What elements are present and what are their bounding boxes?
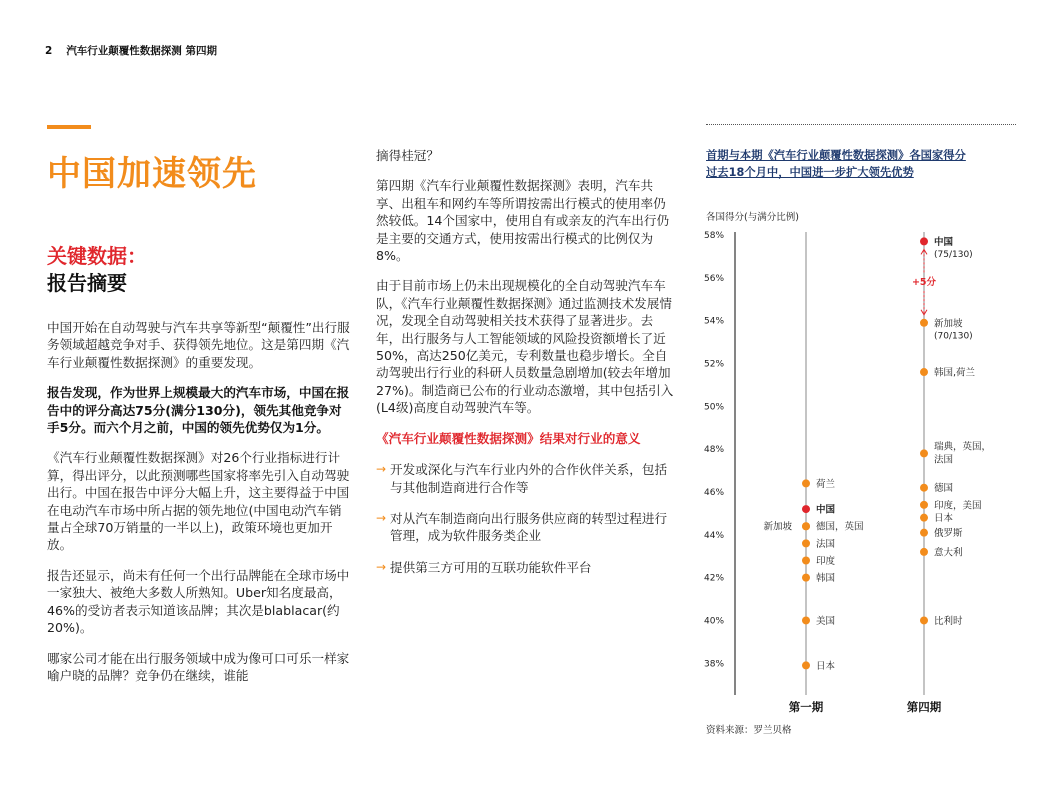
bullet-item (376, 559, 678, 576)
data-point (920, 529, 928, 537)
page-number: 2 (45, 45, 53, 57)
source-note: 资料来源：罗兰贝格 (706, 725, 792, 736)
point-label: 德国，英国 (816, 521, 864, 533)
data-point (920, 501, 928, 509)
data-point (920, 449, 928, 457)
point-label: 日本 (934, 513, 954, 525)
bullet-text: 开发或深化与汽车行业内外的合作伙伴关系，包括与其他制造商进行合作等 (390, 462, 668, 495)
data-point (802, 522, 810, 530)
point-label: 俄罗斯 (934, 528, 963, 540)
bullet-item (376, 510, 678, 545)
point-label: 法国 (934, 454, 954, 466)
section-heading (47, 243, 147, 297)
y-tick-label: 48% (704, 445, 725, 456)
page-header (45, 43, 217, 58)
point-label: 法国 (816, 538, 836, 550)
data-point (920, 319, 928, 327)
arrow-icon: → (376, 559, 387, 574)
text-column-1 (47, 319, 353, 697)
chart-title-line1: 首期与本期《汽车行业颠覆性数据探测》各国家得分 (706, 149, 966, 162)
paragraph: 第四期《汽车行业颠覆性数据探测》表明，汽车共享、出租车和网约车等所谓按需出行模式的使用率仍然较低。14个国家中，使用自有或亲友的汽车出行仍是主要的交通方式，使用按需出行模式的比例仅为8%。 (376, 178, 670, 264)
paragraph: 《汽车行业颠覆性数据探测》对26个行业指标进行计算，得出评分，以此预测哪些国家将率先引入自动驾驶出行。中国在报告中评分大幅上升，这主要得益于中国在电动汽车市场中所占据的领先地位(中国电动汽车销量占全球70万销量的一半以上)，政策环境也更加开放。 (47, 450, 350, 553)
bullet-text: 对从汽车制造商向出行服务供应商的转型过程进行管理，成为软件服务类企业 (390, 510, 668, 544)
data-point (920, 616, 928, 624)
data-point (920, 484, 928, 492)
data-point (920, 514, 928, 522)
x-label-fourth: 第四期 (906, 700, 942, 714)
text-column-2 (376, 147, 678, 590)
point-label: 印度，美国 (934, 500, 982, 512)
point-label: 瑞典，英国， (934, 441, 992, 453)
x-label-first: 第一期 (788, 700, 824, 714)
report-title: 汽车行业颠覆性数据探测 第四期 (66, 45, 217, 57)
paragraph: 摘得桂冠？ (376, 148, 439, 163)
bullet-item (376, 461, 678, 496)
point-label: 印度 (816, 556, 836, 568)
point-sublabel: (70/130) (934, 331, 973, 342)
section-heading-line2: 报告摘要 (47, 271, 127, 295)
paragraph: 报告还显示，尚未有任何一个出行品牌能在全球市场中一家独大、被绝大多数人所熟知。Uber知名度最高，46%的受访者表示知道该品牌；其次是blablacar(约20%)。 (47, 567, 350, 636)
dotted-divider (706, 124, 1016, 125)
data-point (802, 539, 810, 547)
bullet-text: 提供第三方可用的互联功能软件平台 (390, 559, 592, 575)
data-point (802, 616, 810, 624)
page-title: 中国加速领先 (47, 154, 257, 194)
data-point (802, 557, 810, 565)
point-label: 韩国 (816, 573, 836, 585)
arrow-icon: → (376, 462, 387, 477)
annotation-label: +5分 (911, 277, 937, 289)
point-sublabel: (75/130) (934, 249, 973, 260)
point-label: 意大利 (934, 547, 963, 559)
point-label: 美国 (816, 615, 836, 627)
data-point (802, 661, 810, 669)
data-point (802, 479, 810, 487)
y-tick-label: 46% (704, 487, 725, 498)
data-point (920, 368, 928, 376)
point-label: 新加坡 (763, 521, 792, 533)
point-label: 德国 (934, 483, 954, 495)
point-label: 比利时 (934, 615, 963, 627)
point-label: 新加坡 (934, 318, 963, 330)
data-point (802, 574, 810, 582)
y-tick-label: 42% (704, 573, 725, 584)
data-point (802, 505, 810, 513)
y-axis-label: 各国得分(与满分比例) (706, 212, 799, 223)
paragraph-bold: 报告发现，作为世界上规模最大的汽车市场，中国在报告中的评分高达75分(满分130分)，领先其他竞争对手5分。而六个月之前，中国的领先优势仅为1分。 (47, 385, 350, 436)
y-tick-label: 50% (704, 402, 725, 413)
y-tick-label: 52% (704, 359, 725, 370)
section-heading-line1: 关键数据： (47, 244, 147, 268)
point-label: 韩国,荷兰 (934, 367, 976, 379)
point-label: 荷兰 (816, 478, 836, 490)
paragraph: 由于目前市场上仍未出现规模化的全自动驾驶汽车车队，《汽车行业颠覆性数据探测》通过监测技术发展情况，发现全自动驾驶相关技术获得了显著进步。去年，出行服务与人工智能领域的风险投资额增长了近50%，高达250亿美元，专利数量也稳步增长。全自动驾驶出行行业的科研人员数量急剧增加(较去年增加27%)。制造商已公布的行业动态激增，其中包括引入(L4级)高度自动驾驶汽车等。 (376, 278, 674, 416)
subsection-title: 《汽车行业颠覆性数据探测》结果对行业的意义 (376, 430, 641, 446)
point-label: 中国 (816, 504, 836, 516)
data-point (920, 237, 928, 245)
arrow-icon: → (376, 510, 387, 525)
paragraph: 中国开始在自动驾驶与汽车共享等新型“颠覆性”出行服务领域超越竞争对手、获得领先地位。这是第四期《汽车行业颠覆性数据探测》的重要发现。 (47, 320, 350, 370)
accent-bar (47, 125, 91, 129)
y-tick-label: 56% (704, 273, 725, 284)
y-tick-label: 58% (704, 231, 725, 241)
y-tick-label: 54% (704, 316, 725, 327)
point-label: 中国 (934, 236, 954, 248)
y-tick-label: 44% (704, 530, 725, 541)
data-point (920, 548, 928, 556)
slope-chart (700, 200, 1040, 720)
point-label: 日本 (816, 660, 836, 672)
paragraph: 哪家公司才能在出行服务领域中成为像可口可乐一样家喻户晓的品牌？竞争仍在继续，谁能 (47, 650, 350, 683)
chart-title (706, 147, 1024, 181)
y-tick-label: 40% (704, 616, 725, 627)
y-tick-label: 38% (704, 659, 725, 670)
chart-title-line2: 过去18个月中，中国进一步扩大领先优势 (706, 166, 914, 179)
